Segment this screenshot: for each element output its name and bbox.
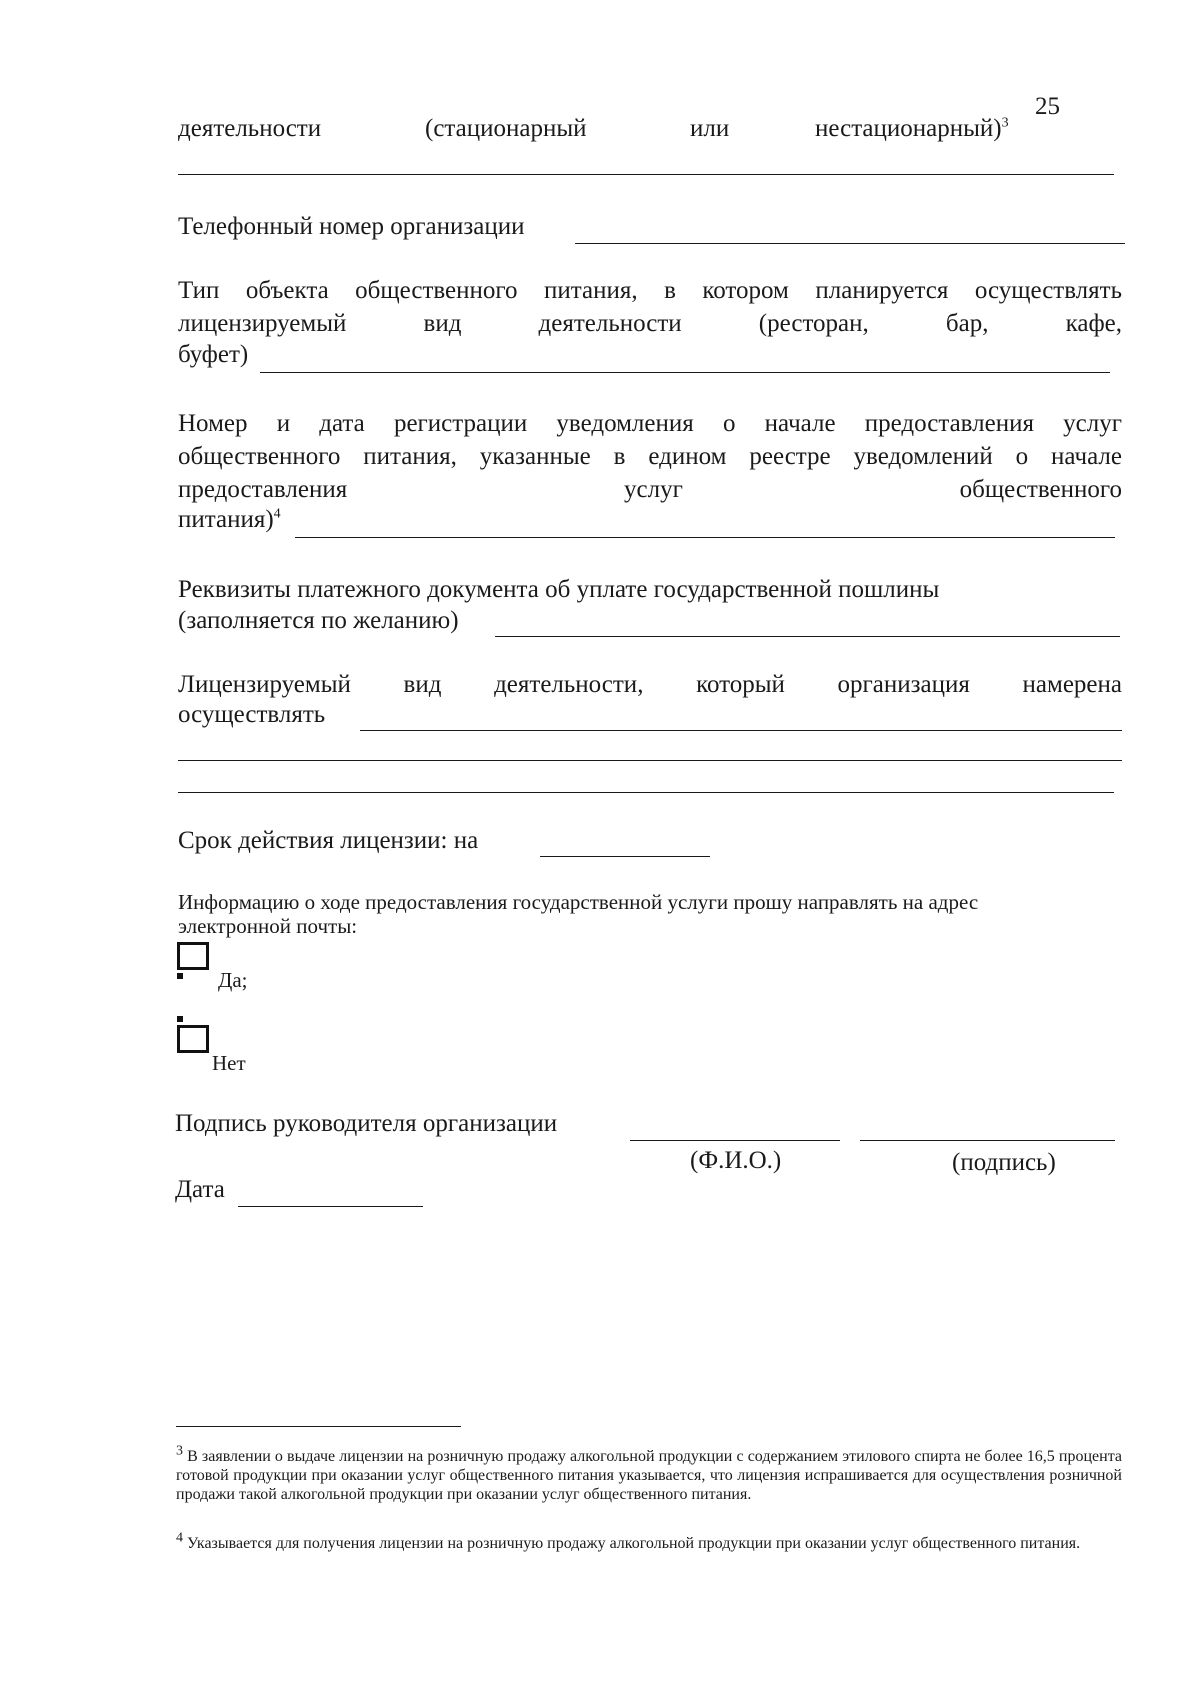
notice-line-3: предоставления услуг общественного	[178, 476, 1122, 503]
notice-line-2: общественного питания, указанные в едином реестре уведомлений о начале	[178, 443, 1122, 470]
no-checkbox[interactable]	[177, 1025, 209, 1053]
activity-kind-field[interactable]	[178, 174, 1114, 175]
footnote-separator	[176, 1426, 461, 1427]
activity-kind-word-1: деятельности	[178, 115, 322, 142]
validity-label: Срок действия лицензии: на	[178, 827, 479, 854]
date-field[interactable]	[238, 1206, 423, 1207]
date-label: Дата	[175, 1176, 225, 1203]
object-type-line-2: лицензируемый вид деятельности (ресторан, бар, кафе,	[178, 310, 1122, 337]
fio-field[interactable]	[630, 1140, 840, 1141]
activity-kind-word-2: (стационарный	[425, 115, 587, 142]
activity-kind-word-3: или	[690, 115, 730, 142]
object-type-line-1: Тип объекта общественного питания, в котором планируется осуществлять	[178, 277, 1122, 304]
checkbox-marker-icon	[177, 1016, 183, 1022]
page-number: 25	[1035, 93, 1060, 120]
footnote-3: $^3$ В заявлении о выдаче лицензии на розничную продажу алкогольной продукции с содержанием этилового спирта не более 16,5 процента готовой продукции при оказании услуг общественного питания указывается, что лицензия испрашивается для осуществления розничной продажи такой алкогольной продукции при оказании услуг общественного питания.	[176, 1443, 1122, 1503]
email-info-line-2: электронной почты:	[178, 914, 358, 938]
object-type-line-3: буфет)	[178, 341, 249, 368]
footnote-ref-3: 3	[1001, 115, 1009, 131]
payment-field[interactable]	[495, 636, 1120, 637]
signature-label: Подпись руководителя организации	[175, 1110, 558, 1137]
yes-label: Да;	[218, 968, 248, 992]
signature-caption: (подпись)	[952, 1149, 1056, 1176]
payment-line-1: Реквизиты платежного документа об уплате государственной пошлины	[178, 576, 940, 603]
signature-field[interactable]	[860, 1140, 1115, 1141]
payment-line-2: (заполняется по желанию)	[178, 607, 459, 634]
no-label: Нет	[212, 1051, 246, 1075]
phone-field[interactable]	[575, 243, 1125, 244]
activity-line-2: осуществлять	[178, 701, 326, 728]
validity-field[interactable]	[540, 856, 710, 857]
phone-label: Телефонный номер организации	[178, 213, 525, 240]
activity-line-1: Лицензируемый вид деятельности, который организация намерена	[178, 671, 1122, 698]
notice-line-1: Номер и дата регистрации уведомления о начале предоставления услуг	[178, 410, 1122, 437]
footnote-4: $^4$ Указывается для получения лицензии на розничную продажу алкогольной продукции при оказании услуг общественного питания.	[176, 1530, 1081, 1552]
object-type-field[interactable]	[260, 372, 1110, 373]
notice-line-4: питания)$^4$	[178, 506, 281, 533]
email-info-line-1: Информацию о ходе предоставления государственной услуги прошу направлять на адрес	[178, 890, 979, 914]
activity-field-3[interactable]	[178, 792, 1114, 793]
notice-field[interactable]	[295, 537, 1115, 538]
activity-field-2[interactable]	[178, 760, 1122, 761]
fio-caption: (Ф.И.О.)	[690, 1147, 782, 1174]
activity-field-1[interactable]	[360, 730, 1122, 731]
activity-kind-word-4: нестационарный)$^3$	[815, 115, 1009, 142]
footnote-ref-4: 4	[273, 506, 281, 522]
checkbox-marker-icon	[177, 973, 183, 979]
yes-checkbox[interactable]	[177, 942, 209, 970]
